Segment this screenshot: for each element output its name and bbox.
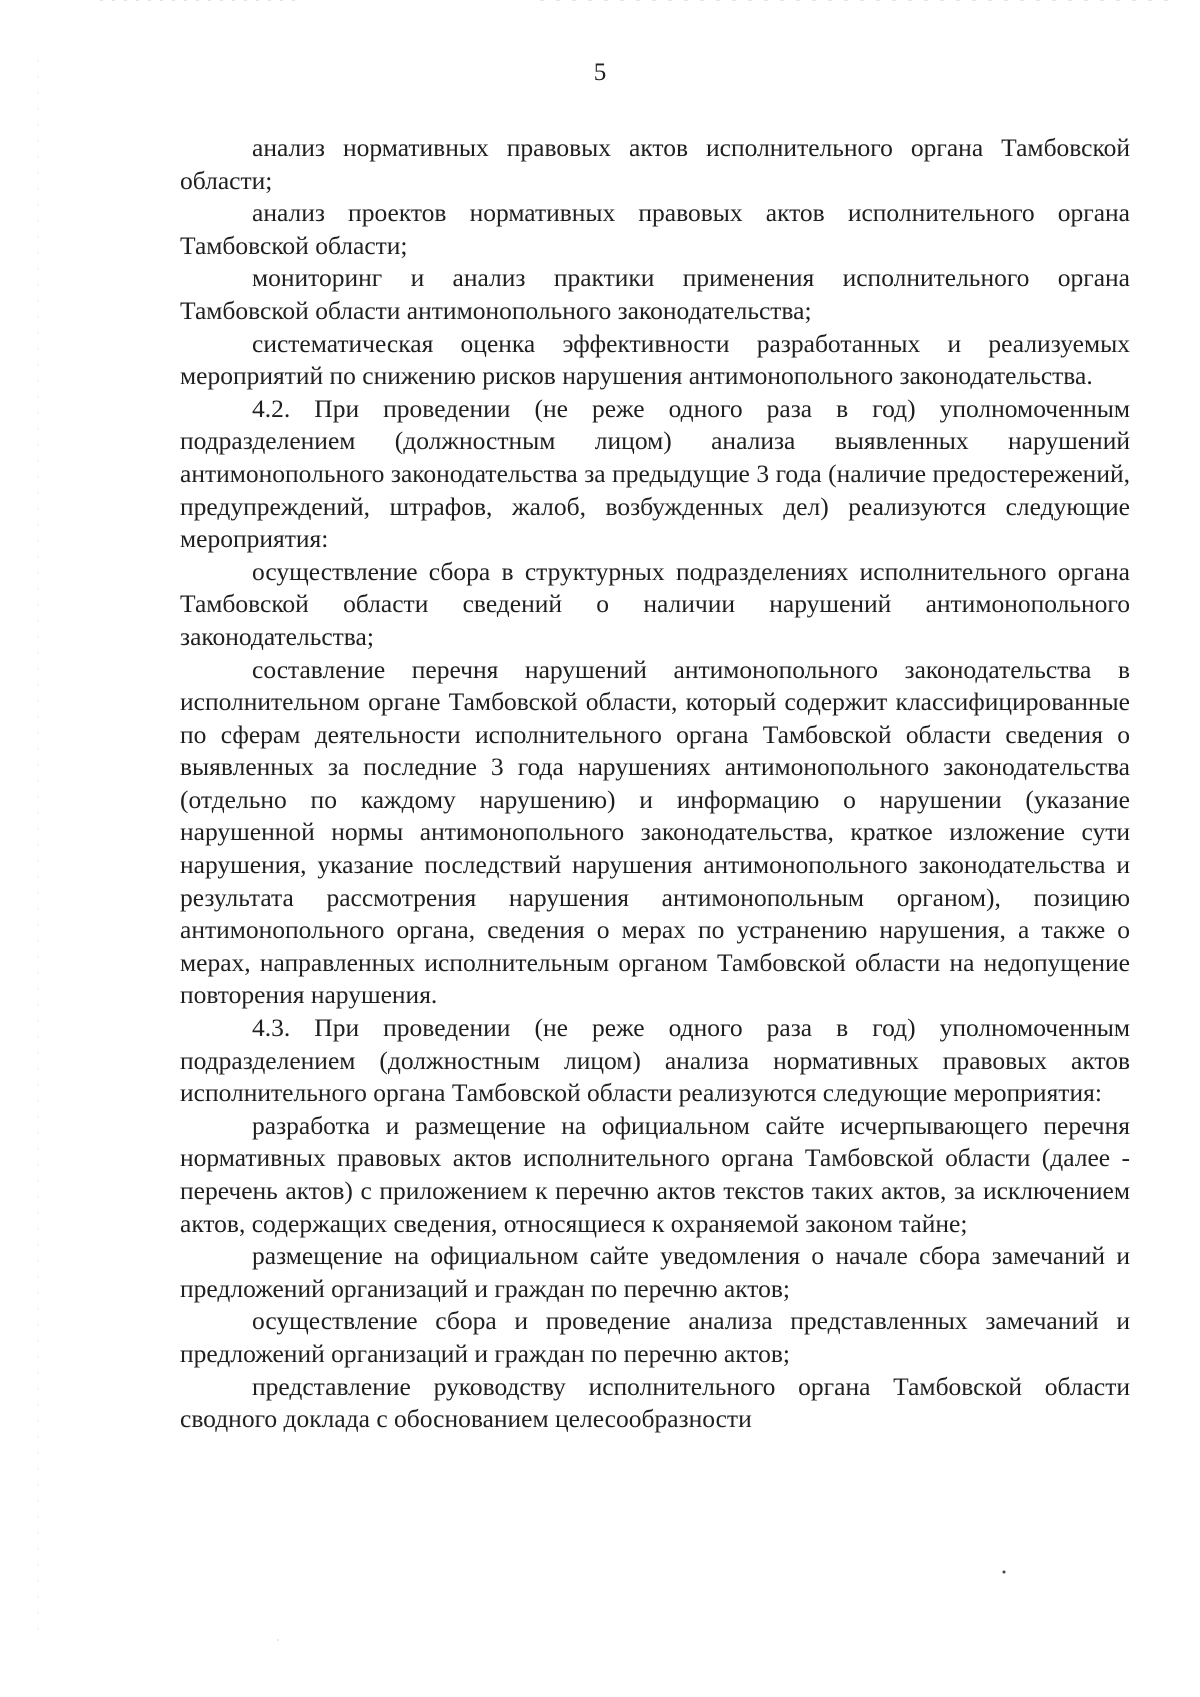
paragraph: мониторинг и анализ практики применения исполнительного органа Тамбовской области антимонопольного законодательства; — [180, 263, 1130, 325]
paragraph-last: представление руководству исполнительного органа Тамбовской области сводного доклада с обоснованием целесообразности — [180, 1371, 1130, 1434]
paragraph: осуществление сбора и проведение анализа представленных замечаний и предложений организаций и граждан по перечню актов; — [180, 1306, 1130, 1368]
page-number: 5 — [593, 59, 607, 86]
paragraph: 4.3. При проведении (не реже одного раза в год) уполномоченным подразделением (должностным лицом) анализа нормативных правовых актов исполнительного органа Тамбовской области реализуются следующие мероприятия: — [180, 1013, 1130, 1108]
paragraph: размещение на официальном сайте уведомления о начале сбора замечаний и предложений организаций и граждан по перечню актов; — [180, 1241, 1130, 1303]
paragraph: систематическая оценка эффективности разработанных и реализуемых мероприятий по снижению рисков нарушения антимонопольного законодательства. — [180, 328, 1130, 391]
paragraph: 4.2. При проведении (не реже одного раза в год) уполномоченным подразделением (должностным лицом) анализа выявленных нарушений антимонопольного законодательства за предыдущие 3 года (наличие предостережений, предупреждений, штрафов, жалоб, возбужденных дел) реализуются следующие мероприятия: — [180, 393, 1130, 554]
paragraph: анализ нормативных правовых актов исполнительного органа Тамбовской области; — [180, 133, 1130, 195]
document-body — [180, 132, 1130, 1436]
paragraph: разработка и размещение на официальном сайте исчерпывающего перечня нормативных правовых актов исполнительного органа Тамбовской области (далее - перечень актов) с приложением к перечню актов текстов таких актов, за исключением актов, содержащих сведения, относящиеся к охраняемой законом тайне; — [180, 1110, 1130, 1238]
paragraph: составление перечня нарушений антимонопольного законодательства в исполнительном органе Тамбовской области, который содержит классифицированные по сферам деятельности исполнительного органа Тамбовской области сведения о выявленных за последние 3 года нарушениях антимонопольного законодательства (отдельно по каждому нарушению) и информацию о нарушении (указание нарушенной нормы антимонопольного законодательства, краткое изложение сути нарушения, указание последствий нарушения антимонопольного законодательства и результата рассмотрения нарушения антимонопольным органом), позицию антимонопольного органа, сведения о мерах по устранению нарушения, а также о мерах, направленных исполнительным органом Тамбовской области на недопущение повторения нарушения. — [180, 654, 1130, 1010]
paragraph: анализ проектов нормативных правовых актов исполнительного органа Тамбовской области; — [180, 198, 1130, 260]
paragraph: осуществление сбора в структурных подразделениях исполнительного органа Тамбовской области сведений о наличии нарушений антимонопольного законодательства; — [180, 556, 1130, 651]
